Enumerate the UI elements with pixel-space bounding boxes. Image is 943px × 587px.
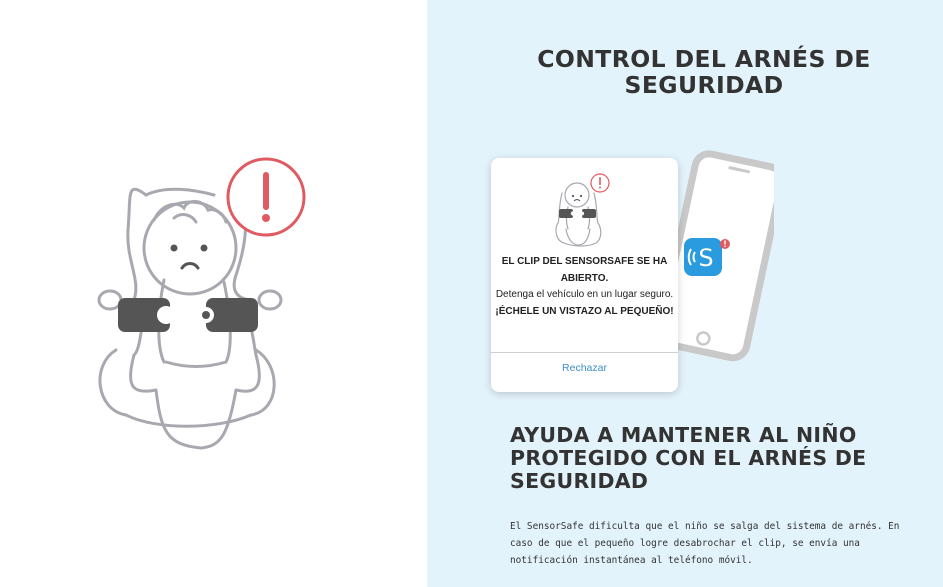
card-child-seat-icon bbox=[550, 171, 612, 249]
notification-alert: ¡ÉCHELE UN VISTAZO AL PEQUEÑO! bbox=[495, 305, 674, 317]
dismiss-button[interactable]: Rechazar bbox=[562, 362, 607, 374]
notification-card bbox=[491, 158, 678, 392]
smartphone-illustration bbox=[664, 150, 774, 370]
notification-heading: EL CLIP DEL SENSORSAFE SE HA ABIERTO. bbox=[501, 256, 668, 284]
buckle-clip-open bbox=[118, 298, 258, 332]
card-divider bbox=[491, 352, 678, 353]
child-face bbox=[144, 201, 236, 294]
child-eye-right bbox=[201, 245, 208, 252]
left-panel bbox=[0, 0, 427, 587]
alert-exclamation-icon bbox=[228, 159, 304, 235]
page-title: CONTROL DEL ARNÉS DE SEGURIDAD bbox=[537, 45, 871, 99]
child-seat-alert-illustration bbox=[86, 150, 316, 460]
section-description: El SensorSafe dificulta que el niño se salga del sistema de arnés. En caso de que el pequeño logre desabrochar el clip, se envía una notificación instantánea al teléfono móvil. bbox=[510, 521, 900, 566]
child-mouth bbox=[182, 264, 198, 269]
app-icon-letter: S bbox=[698, 244, 714, 272]
child-eye-left bbox=[171, 245, 178, 252]
notification-message: Detenga el vehículo en un lugar seguro. bbox=[495, 289, 674, 300]
notification-body bbox=[495, 254, 674, 320]
section-subtitle: AYUDA A MANTENER AL NIÑO PROTEGIDO CON EL ARNÉS DE SEGURIDAD bbox=[510, 423, 867, 493]
